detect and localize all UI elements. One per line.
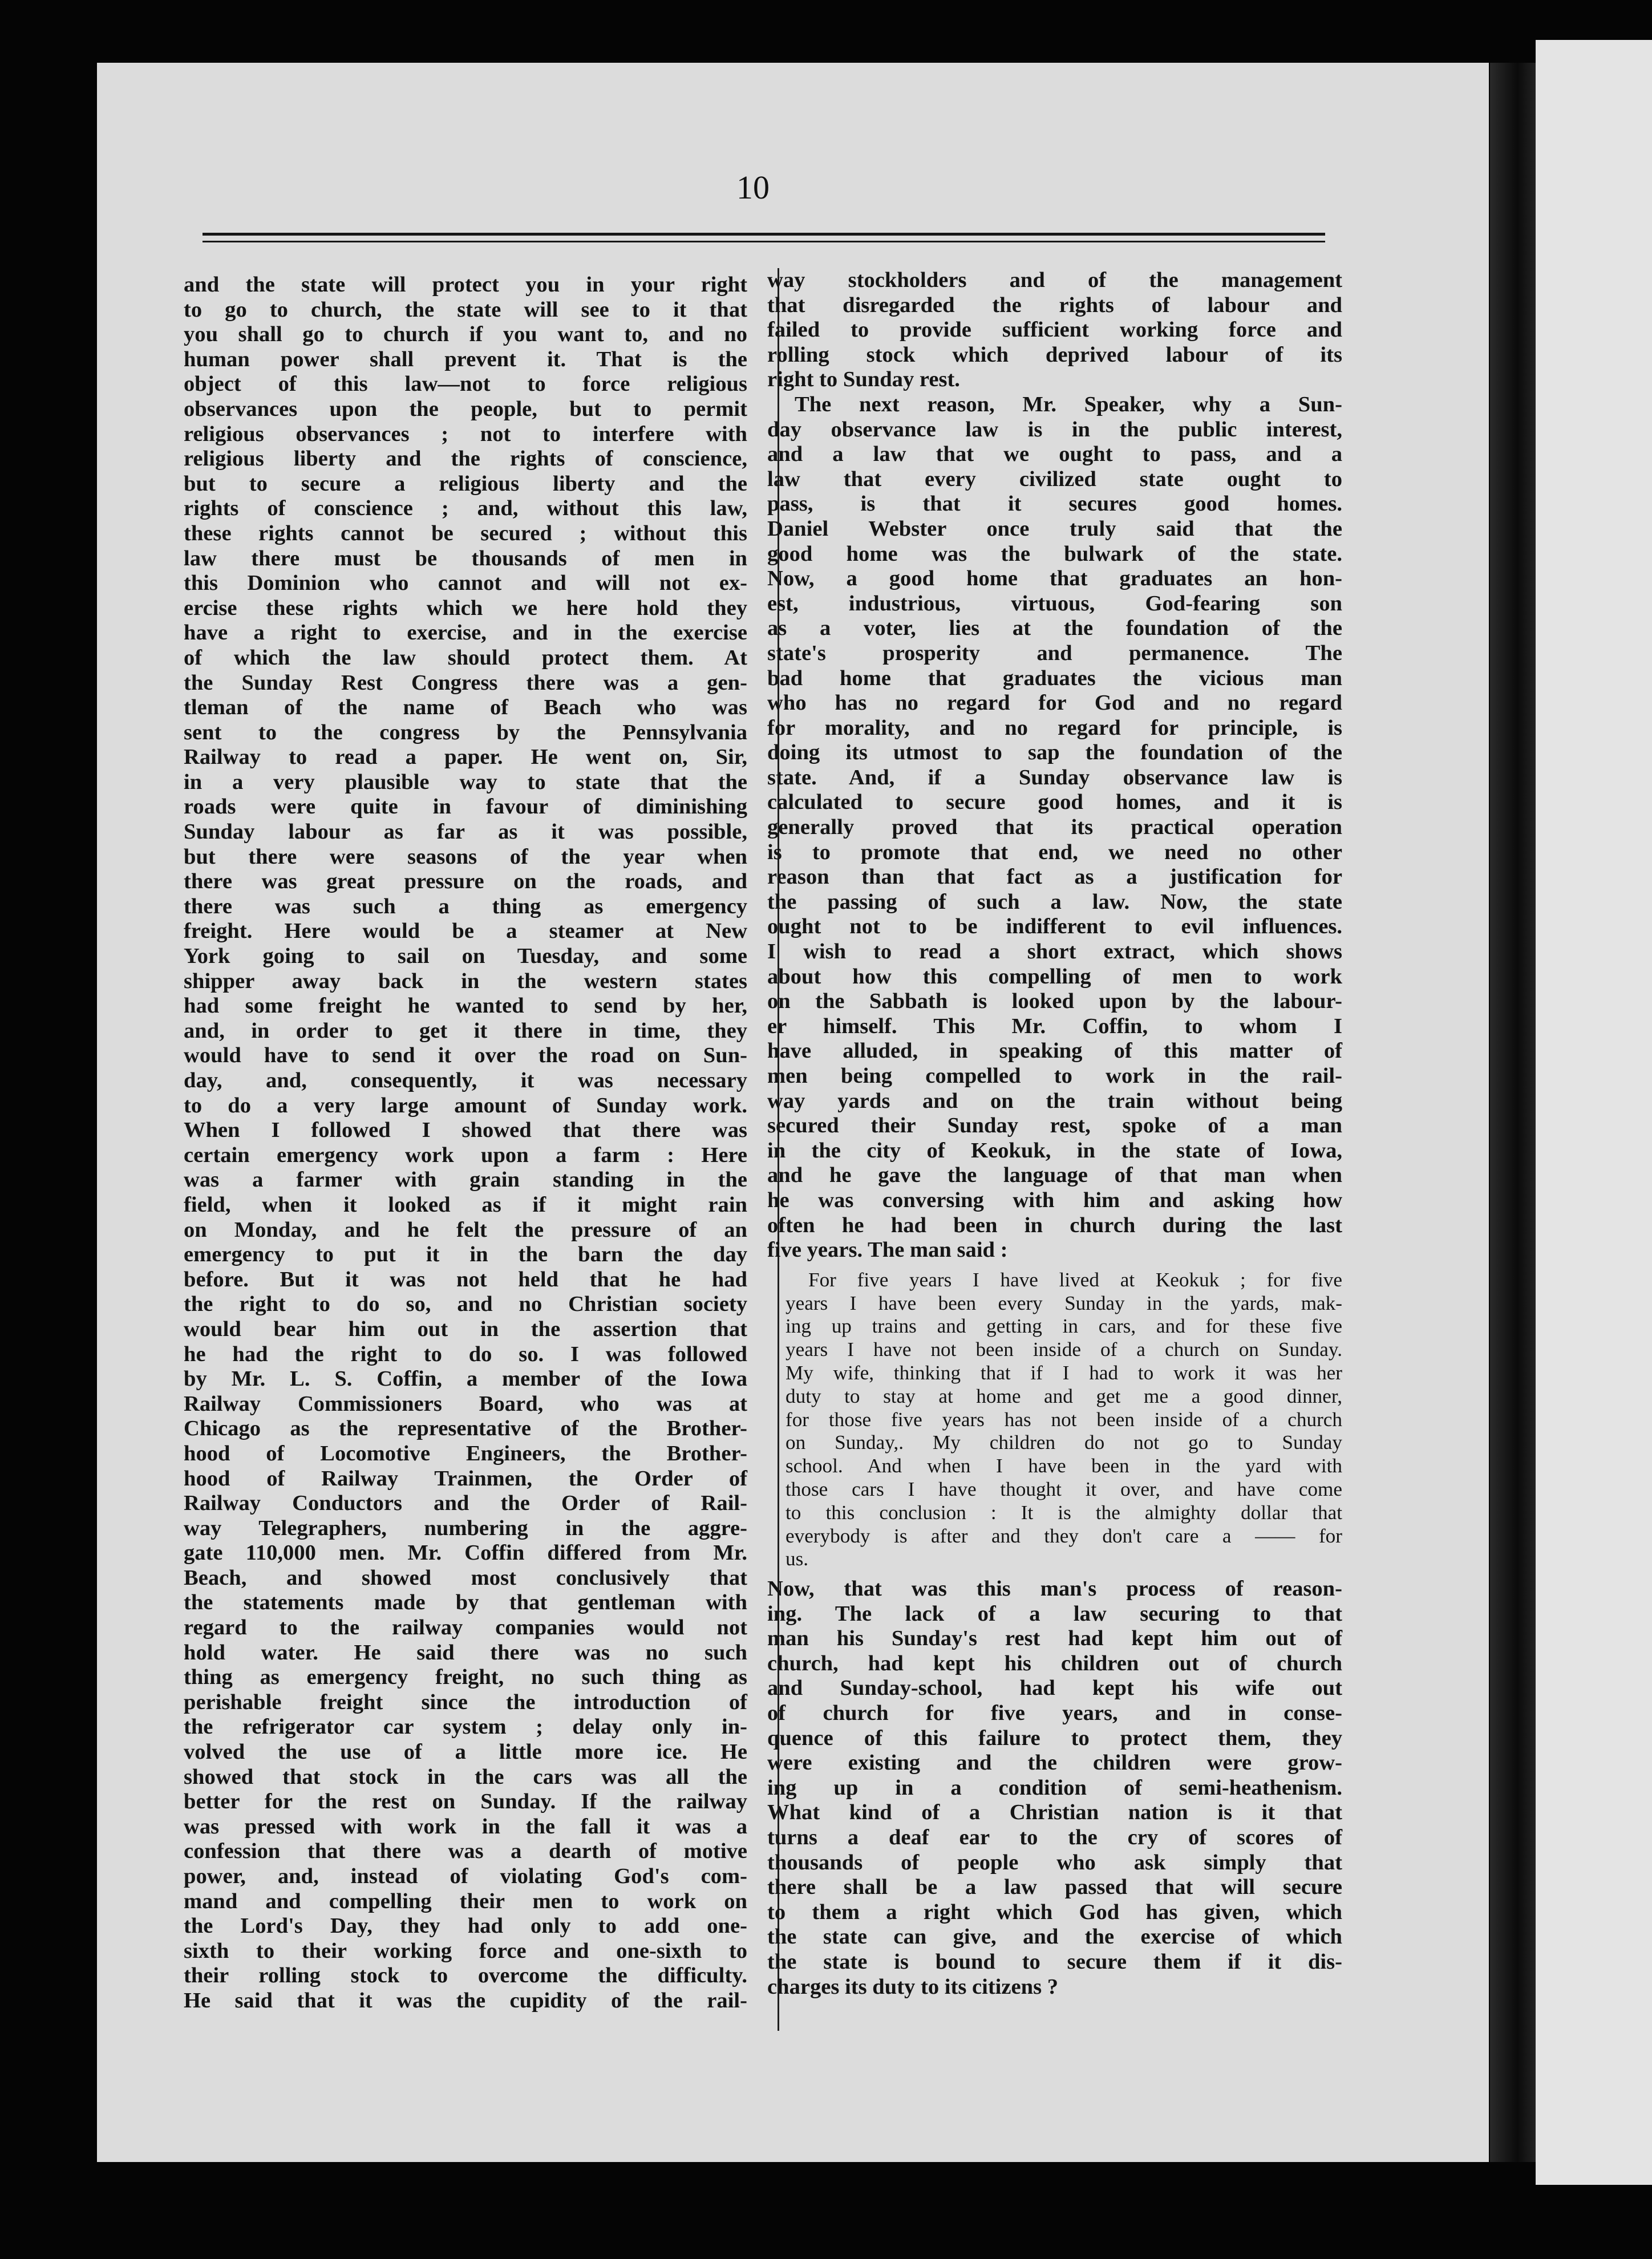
text-line: ercise these rights which we here hold they — [184, 596, 747, 620]
text-line: charges its duty to its citizens ? — [767, 1974, 1059, 1999]
text-line: there was great pressure on the roads, and — [184, 869, 747, 894]
text-line: I wish to read a short extract, which shows — [767, 940, 1342, 964]
text-line: thousands of people who ask simply that — [767, 1850, 1342, 1875]
text-line: er himself. This Mr. Coffin, to whom I — [767, 1014, 1342, 1038]
text-line: est, industrious, virtuous, God-fearing son — [767, 591, 1342, 616]
left-column — [184, 273, 747, 2014]
text-line: Daniel Webster once truly said that the — [767, 516, 1342, 541]
text-line: but there were seasons of the year when — [184, 844, 747, 869]
book-spine-shadow — [1490, 63, 1536, 2162]
text-line: to do a very large amount of Sunday work. — [184, 1093, 747, 1118]
text-line: ing up in a condition of semi-heathenism. — [767, 1775, 1342, 1800]
text-line: in a very plausible way to state that the — [184, 770, 747, 794]
text-line: sixth to their working force and one-sixth to — [184, 1938, 747, 1963]
text-line: to go to church, the state will see to it that — [184, 297, 747, 322]
text-line: were existing and the children were grow- — [767, 1751, 1342, 1775]
text-line: and, in order to get it there in time, they — [184, 1018, 747, 1043]
text-line: the passing of such a law. Now, the state — [767, 889, 1342, 914]
text-line: and Sunday-school, had kept his wife out — [767, 1676, 1342, 1701]
text-line: emergency to put it in the barn the day — [184, 1242, 747, 1267]
text-line: the refrigerator car system ; delay only in- — [184, 1715, 747, 1739]
text-line: these rights cannot be secured ; without this — [184, 521, 747, 545]
text-line: the Sunday Rest Congress there was a gen- — [184, 670, 747, 695]
text-line: human power shall prevent it. That is the — [184, 347, 747, 371]
text-line: better for the rest on Sunday. If the railway — [184, 1790, 747, 1814]
text-line: before. But it was not held that he had — [184, 1267, 747, 1292]
text-line: day, and, consequently, it was necessary — [184, 1068, 747, 1092]
text-line: quence of this failure to protect them, they — [767, 1726, 1342, 1750]
text-line: Now, that was this man's process of reason- — [767, 1577, 1342, 1601]
text-line: way stockholders and of the management — [767, 268, 1342, 292]
text-line: roads were quite in favour of diminishing — [184, 795, 747, 819]
text-line: volved the use of a little more ice. He — [184, 1740, 747, 1764]
text-line: right to Sunday rest. — [767, 367, 960, 392]
text-line: perishable freight since the introduction of — [184, 1690, 747, 1714]
text-line: hood of Locomotive Engineers, the Brother- — [184, 1441, 747, 1465]
text-line: about how this compelling of men to work — [767, 964, 1342, 989]
text-line: Railway Commissioners Board, who was at — [184, 1391, 747, 1416]
text-line: men being compelled to work in the rail- — [767, 1064, 1342, 1088]
text-line: What kind of a Christian nation is it that — [767, 1800, 1342, 1825]
text-line: he had the right to do so. I was followed — [184, 1342, 747, 1366]
quote-line: school. And when I have been in the yard with — [785, 1455, 1342, 1477]
text-line: man his Sunday's rest had kept him out of — [767, 1626, 1342, 1651]
text-line: state. And, if a Sunday observance law is — [767, 765, 1342, 790]
text-line: of church for five years, and in conse- — [767, 1701, 1342, 1726]
text-line: but to secure a religious liberty and the — [184, 471, 747, 496]
text-line: ought not to be indifferent to evil influences. — [767, 914, 1342, 939]
text-line: rolling stock which deprived labour of its — [767, 342, 1342, 367]
text-line: field, when it looked as if it might rain — [184, 1192, 747, 1217]
text-line: confession that there was a dearth of motive — [184, 1839, 747, 1864]
text-line: observances upon the people, but to permit — [184, 396, 747, 421]
text-line: religious liberty and the rights of conscience, — [184, 447, 747, 471]
text-line: of which the law should protect them. At — [184, 645, 747, 670]
block-quote — [767, 1269, 1342, 1571]
text-line: regard to the railway companies would not — [184, 1616, 747, 1640]
text-line: this Dominion who cannot and will not ex- — [184, 571, 747, 596]
text-line: He said that it was the cupidity of the rail- — [184, 1988, 747, 2013]
text-line: the state is bound to secure them if it dis- — [767, 1950, 1342, 1974]
header-rule-thin — [203, 241, 1325, 242]
text-line: there was such a thing as emergency — [184, 894, 747, 918]
quote-line: everybody is after and they don't care a —— for — [785, 1524, 1342, 1547]
text-line: day observance law is in the public interest, — [767, 417, 1342, 442]
quote-line: ing up trains and getting in cars, and for these five — [785, 1315, 1342, 1338]
text-line: bad home that graduates the vicious man — [767, 666, 1342, 690]
text-line: rights of conscience ; and, without this law, — [184, 496, 747, 521]
text-line: religious observances ; not to interfere with — [184, 422, 747, 446]
text-line: to them a right which God has given, which — [767, 1900, 1342, 1924]
text-line: was a farmer with grain standing in the — [184, 1168, 747, 1192]
text-line: way yards and on the train without being — [767, 1088, 1342, 1113]
text-line: by Mr. L. S. Coffin, a member of the Iowa — [184, 1367, 747, 1391]
right-column-text-before-quote — [767, 268, 1342, 1263]
quote-line: years I have been every Sunday in the yards, mak- — [785, 1292, 1342, 1314]
text-line: was pressed with work in the fall it was a — [184, 1814, 747, 1839]
text-line: as a voter, lies at the foundation of the — [767, 616, 1342, 641]
text-line: freight. Here would be a steamer at New — [184, 919, 747, 944]
text-line: on Monday, and he felt the pressure of an — [184, 1217, 747, 1242]
text-line: way Telegraphers, numbering in the aggre- — [184, 1516, 747, 1540]
text-line: tleman of the name of Beach who was — [184, 695, 747, 720]
text-line: and a law that we ought to pass, and a — [767, 442, 1342, 467]
text-line: failed to provide sufficient working force and — [767, 318, 1342, 342]
text-line: who has no regard for God and no regard — [767, 691, 1342, 715]
text-line: for morality, and no regard for principle, is — [767, 715, 1342, 740]
text-line: mand and compelling their men to work on — [184, 1889, 747, 1913]
text-line: he was conversing with him and asking how — [767, 1188, 1342, 1212]
quote-line: us. — [785, 1548, 809, 1570]
text-line: the state can give, and the exercise of which — [767, 1925, 1342, 1949]
text-line: law there must be thousands of men in — [184, 546, 747, 570]
quote-line: My wife, thinking that if I had to work it was her — [785, 1361, 1342, 1384]
text-line: showed that stock in the cars was all the — [184, 1764, 747, 1789]
quote-line: to this conclusion : It is the almighty dollar that — [785, 1501, 1342, 1524]
quote-line: For five years I have lived at Keokuk ; for five — [808, 1268, 1342, 1291]
text-line: doing its utmost to sap the foundation of the — [767, 740, 1342, 765]
text-line: power, and, instead of violating God's com- — [184, 1864, 747, 1888]
text-line: shipper away back in the western states — [184, 969, 747, 993]
facing-page-edge — [1536, 40, 1652, 2185]
text-line: there shall be a law passed that will secure — [767, 1875, 1342, 1900]
text-line: state's prosperity and permanence. The — [767, 641, 1342, 665]
text-line: five years. The man said : — [767, 1238, 1008, 1262]
text-line: Railway Conductors and the Order of Rail- — [184, 1491, 747, 1516]
text-line: ing. The lack of a law securing to that — [767, 1601, 1342, 1626]
text-line: on the Sabbath is looked upon by the labour- — [767, 989, 1342, 1014]
quote-line: those cars I have thought it over, and have come — [785, 1477, 1342, 1500]
text-line: generally proved that its practical operation — [767, 815, 1342, 840]
text-line: had some freight he wanted to send by her, — [184, 994, 747, 1018]
text-line: would have to send it over the road on Sun- — [184, 1043, 747, 1068]
text-line: and he gave the language of that man when — [767, 1163, 1342, 1188]
right-column — [767, 268, 1342, 1999]
text-line: their rolling stock to overcome the difficulty. — [184, 1964, 747, 1988]
text-line: hood of Railway Trainmen, the Order of — [184, 1466, 747, 1491]
text-line: When I followed I showed that there was — [184, 1118, 747, 1143]
text-line: Beach, and showed most conclusively that — [184, 1565, 747, 1590]
text-line: good home was the bulwark of the state. — [767, 541, 1342, 566]
text-line: Now, a good home that graduates an hon- — [767, 566, 1342, 591]
right-column-text-after-quote — [767, 1577, 1342, 1999]
header-rule-thick — [203, 233, 1325, 236]
text-line: the right to do so, and no Christian society — [184, 1292, 747, 1317]
text-line: in the city of Keokuk, in the state of Iowa, — [767, 1138, 1342, 1163]
text-line: Railway to read a paper. He went on, Sir, — [184, 745, 747, 770]
text-line: object of this law—not to force religious — [184, 372, 747, 396]
text-line: turns a deaf ear to the cry of scores of — [767, 1825, 1342, 1850]
quote-line: for those five years has not been inside of a church — [785, 1408, 1342, 1431]
text-line: pass, is that it secures good homes. — [767, 492, 1342, 516]
text-line: Sunday labour as far as it was possible, — [184, 820, 747, 844]
text-line: have alluded, in speaking of this matter of — [767, 1039, 1342, 1063]
page-number: 10 — [736, 169, 770, 206]
text-line: thing as emergency freight, no such thing as — [184, 1665, 747, 1690]
text-line: and the state will protect you in your right — [184, 273, 747, 297]
text-line: you shall go to church if you want to, and no — [184, 322, 747, 347]
text-line: certain emergency work upon a farm : Here — [184, 1143, 747, 1167]
text-line: sent to the congress by the Pennsylvania — [184, 720, 747, 744]
text-line: have a right to exercise, and in the exercise — [184, 621, 747, 645]
text-line: church, had kept his children out of church — [767, 1651, 1342, 1675]
text-line: reason than that fact as a justification for — [767, 865, 1342, 889]
text-line: The next reason, Mr. Speaker, why a Sun- — [795, 392, 1342, 416]
text-line: is to promote that end, we need no other — [767, 840, 1342, 864]
text-line: the statements made by that gentleman with — [184, 1590, 747, 1615]
quote-line: years I have not been inside of a church on Sunday. — [785, 1338, 1342, 1361]
text-line: often he had been in church during the last — [767, 1213, 1342, 1237]
text-line: hold water. He said there was no such — [184, 1640, 747, 1665]
text-line: that disregarded the rights of labour and — [767, 293, 1342, 317]
text-line: would bear him out in the assertion that — [184, 1317, 747, 1341]
text-line: Chicago as the representative of the Brother- — [184, 1416, 747, 1441]
text-line: York going to sail on Tuesday, and some — [184, 944, 747, 969]
text-line: gate 110,000 men. Mr. Coffin differed from Mr. — [184, 1541, 747, 1565]
quote-line: duty to stay at home and get me a good dinner, — [785, 1384, 1342, 1407]
text-line: law that every civilized state ought to — [767, 467, 1342, 491]
quote-line: on Sunday,. My children do not go to Sunday — [785, 1431, 1342, 1454]
text-line: the Lord's Day, they had only to add one- — [184, 1914, 747, 1938]
text-line: calculated to secure good homes, and it is — [767, 790, 1342, 815]
text-line: secured their Sunday rest, spoke of a man — [767, 1114, 1342, 1138]
